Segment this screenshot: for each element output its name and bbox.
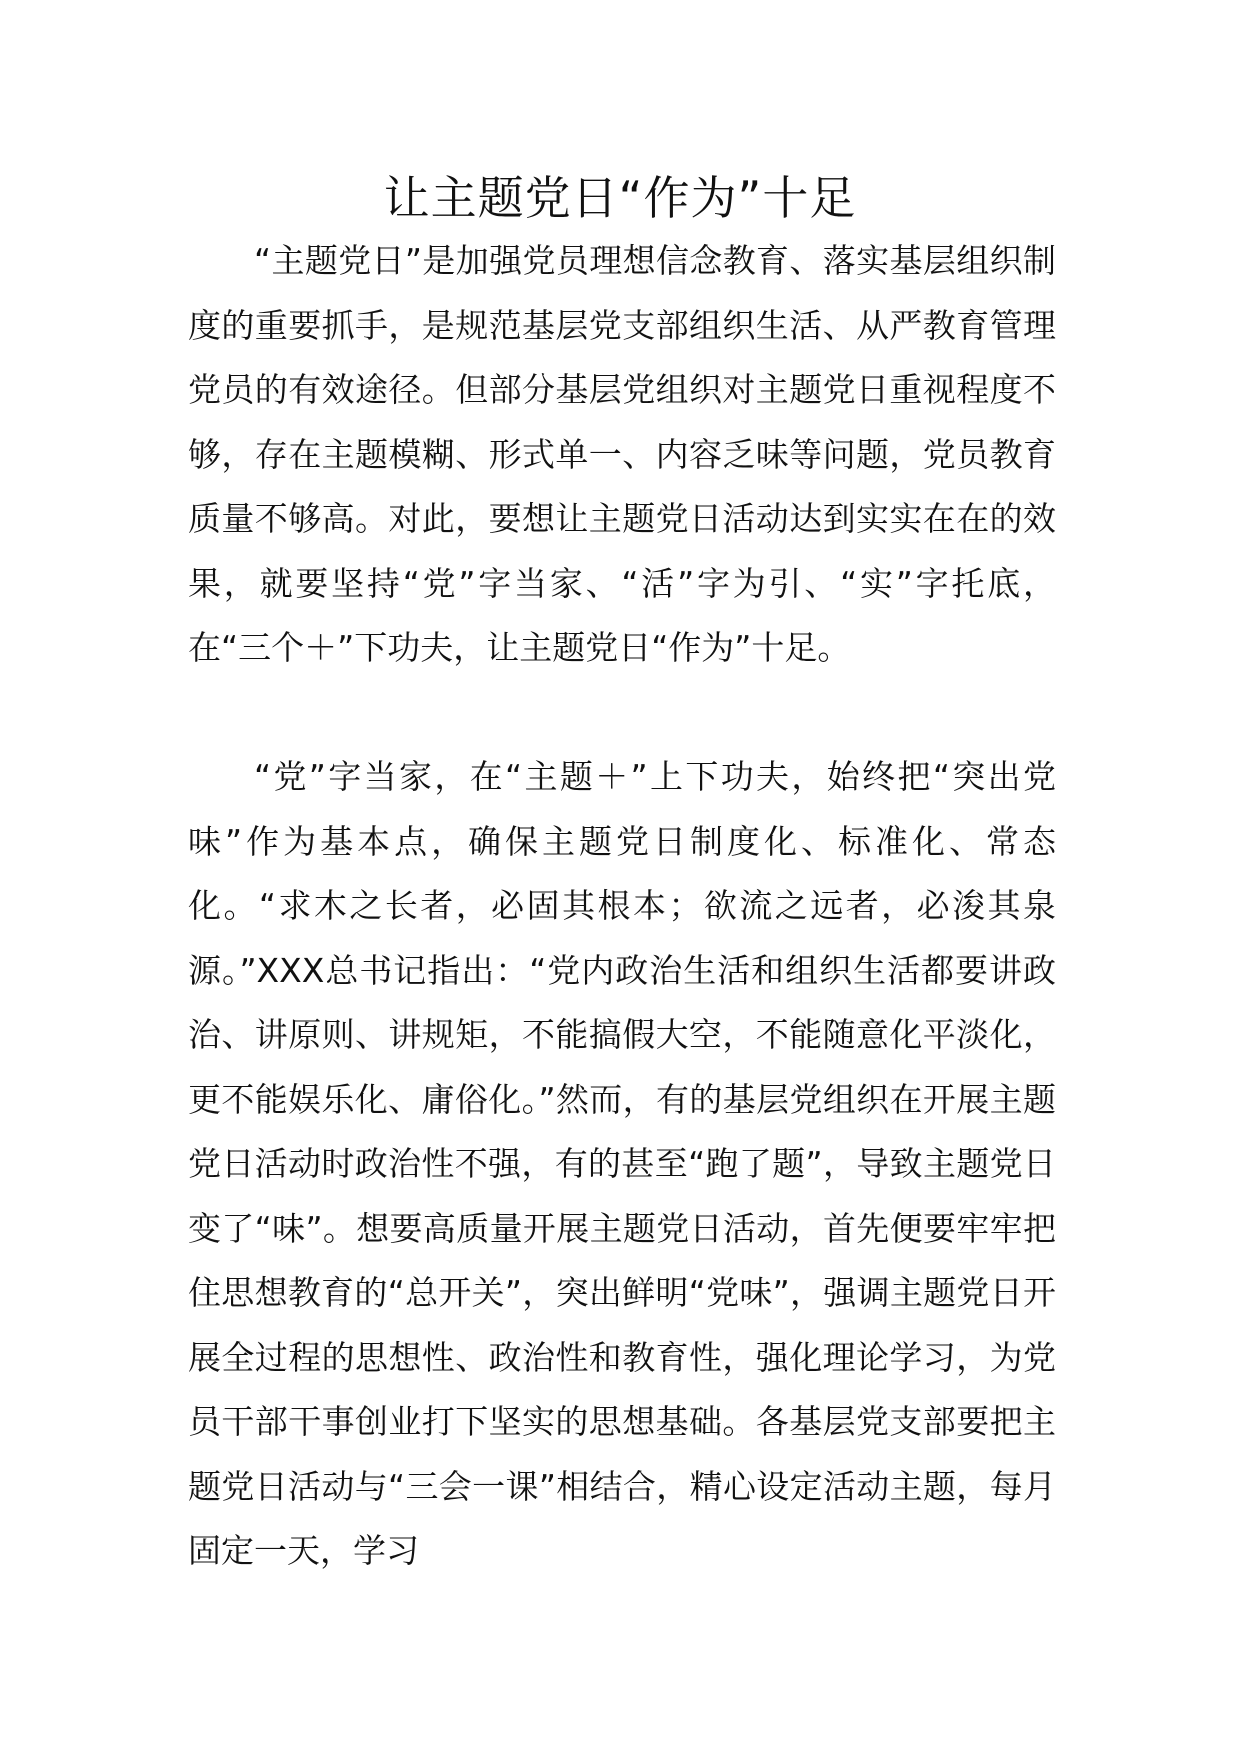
document-title: 让主题党日“作为”十足 — [383, 171, 857, 225]
paragraph-2-container — [188, 745, 1056, 1584]
paragraph-2: “党”字当家，在“主题＋”上下功夫，始终把“突出党味”作为基本点，确保主题党日制度化、标准化、常态化。“求木之长者，必固其根本；欲流之远者，必浚其泉源。”XXX总书记指出：“党内政治生活和组织生活都要讲政治、讲原则、讲规矩，不能搞假大空，不能随意化平淡化，更不能娱乐化、庸俗化。”然而，有的基层党组织在开展主题党日活动时政治性不强，有的甚至“跑了题”，导致主题党日变了“味”。想要高质量开展主题党日活动，首先便要牢牢把住思想教育的“总开关”，突出鲜明“党味”，强调主题党日开展全过程的思想性、政治性和教育性，强化理论学习，为党员干部干事创业打下坚实的思想基础。各基层党支部要把主题党日活动与“三会一课”相结合，精心设定活动主题，每月固定一天，学习 — [188, 757, 1056, 1570]
paragraph-1-container — [188, 229, 1056, 681]
paragraph-1: “主题党日”是加强党员理想信念教育、落实基层组织制度的重要抓手，是规范基层党支部组织生活、从严教育管理党员的有效途径。但部分基层党组织对主题党日重视程度不够，存在主题模糊、形式单一、内容乏味等问题，党员教育质量不够高。对此，要想让主题党日活动达到实实在在的效果，就要坚持“党”字当家、“活”字为引、“实”字托底，在“三个＋”下功夫，让主题党日“作为”十足。 — [188, 241, 1056, 667]
